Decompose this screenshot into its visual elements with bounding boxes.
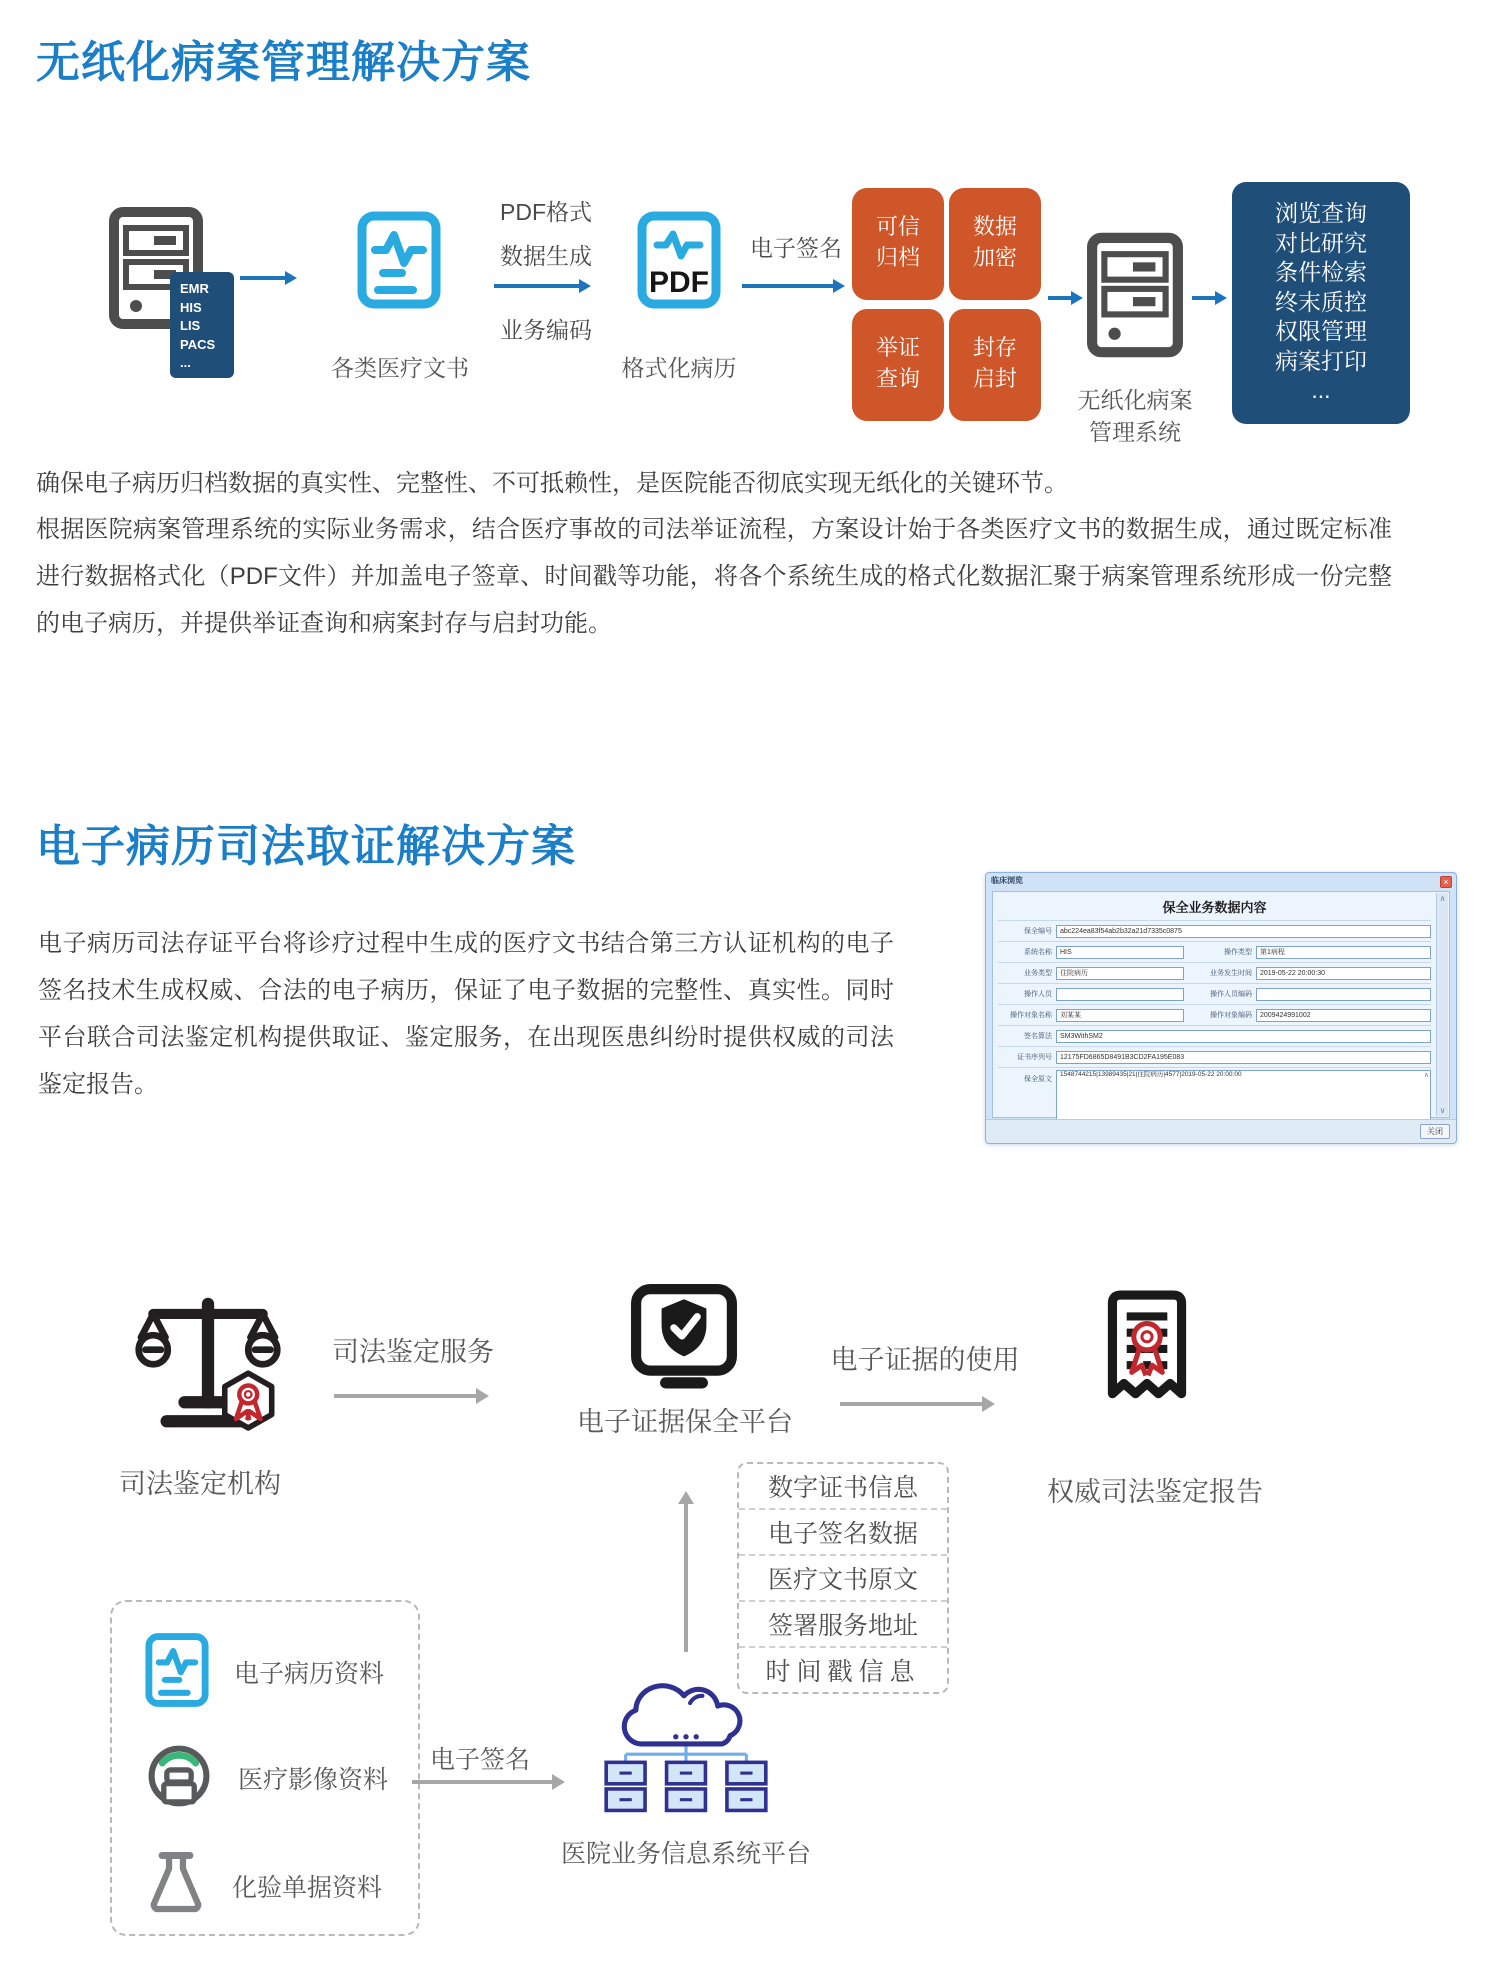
feature-item: 病案打印	[1275, 347, 1367, 374]
shield-monitor-icon	[630, 1284, 738, 1395]
stack-item: 医疗文书原文	[739, 1554, 947, 1600]
field-label: 保全原文	[1024, 1076, 1052, 1083]
feature-line: 启封	[972, 366, 1017, 391]
dialog-footer	[986, 1119, 1456, 1143]
object-code-field[interactable]: 2009424991002	[1256, 1009, 1431, 1022]
feature-item: 浏览查询	[1275, 200, 1367, 226]
sign-algorithm-field[interactable]: SM3WithSM2	[1056, 1030, 1431, 1043]
operator-field[interactable]	[1056, 988, 1184, 1001]
emr-line: HIS	[180, 299, 202, 315]
field-label: 操作人员	[1024, 991, 1052, 998]
report-label: 权威司法鉴定报告	[1047, 1477, 1263, 1507]
feature-line: 查询	[875, 366, 920, 391]
operation-type-field[interactable]: 第1病程	[1256, 946, 1431, 959]
emr-line: LIS	[180, 318, 201, 333]
feature-item: 权限管理	[1275, 318, 1367, 344]
field-label: 操作人员编码	[1210, 991, 1252, 998]
field-label: 系统名称	[1024, 949, 1052, 956]
feature-box-seal	[949, 309, 1041, 421]
gen-label-2: 数据生成	[500, 243, 592, 269]
original-text-value: 1548744215|13989435|21|住院病历|4577|2019-05-22 20:00:00	[1060, 1071, 1242, 1078]
object-name-field[interactable]: 刘某某	[1056, 1009, 1184, 1022]
feature-item: 对比研究	[1275, 229, 1367, 256]
medical-imaging-icon	[144, 1740, 214, 1817]
feature-line: 数据	[972, 214, 1017, 239]
dialog-scrollbar[interactable]	[1436, 893, 1448, 1116]
dialog-header: 保全业务数据内容	[1162, 900, 1267, 915]
cert-serial-field[interactable]: 12175FD6865D8491B3CD2FA195E083	[1056, 1051, 1431, 1064]
server-icon	[1086, 224, 1184, 371]
org-label: 司法鉴定机构	[119, 1469, 281, 1499]
form-row	[998, 941, 1431, 962]
cloud-network-icon	[598, 1680, 774, 1819]
field-label: 操作对象编码	[1210, 1012, 1252, 1019]
form-row	[998, 1046, 1431, 1067]
flow-arrow-icon	[742, 284, 840, 288]
section1-title: 无纸化病案管理解决方案	[36, 38, 531, 87]
dialog-body	[992, 891, 1450, 1118]
section2-title: 电子病历司法取证解决方案	[36, 822, 576, 871]
form-row	[998, 920, 1431, 941]
material-row-emr	[144, 1630, 384, 1714]
server2-caption-2: 管理系统	[1089, 419, 1181, 445]
system-name-field[interactable]: HIS	[1056, 946, 1184, 959]
hospital-platform-label: 医院业务信息系统平台	[560, 1840, 811, 1868]
feature-item: ...	[1311, 377, 1331, 403]
material-label: 化验单据资料	[232, 1874, 383, 1902]
field-label: 签名算法	[1024, 1033, 1052, 1040]
flow-arrow-icon	[1048, 296, 1078, 300]
business-type-field[interactable]: 住院病历	[1056, 967, 1184, 980]
form-row	[998, 962, 1431, 983]
feature-line: 封存	[972, 335, 1017, 360]
feature-box-archive	[852, 188, 944, 300]
evidence-data-stack	[737, 1462, 949, 1694]
close-icon[interactable]: ×	[1440, 876, 1452, 888]
stack-item: 签署服务地址	[739, 1600, 947, 1646]
emr-line: PACS	[180, 336, 216, 352]
gen-label-3: 业务编码	[500, 317, 592, 343]
stack-item: 数字证书信息	[767, 1474, 918, 1502]
lab-flask-icon	[144, 1849, 208, 1924]
stack-item: 电子签名数据	[739, 1508, 947, 1554]
material-label: 医疗影像资料	[238, 1766, 389, 1794]
form-row	[998, 983, 1431, 1004]
material-row-lab	[144, 1844, 382, 1928]
usage-label: 电子证据的使用	[830, 1345, 1020, 1375]
feature-item: 条件检索	[1275, 259, 1367, 285]
flow-arrow-icon	[494, 284, 586, 288]
source-caption: 各类医疗文书	[331, 355, 469, 381]
feature-line: 举证	[875, 335, 920, 360]
dialog-titlebar: 临床浏览	[991, 876, 1023, 885]
preservation-dialog	[985, 872, 1457, 1144]
server2-caption-1: 无纸化病案	[1077, 387, 1193, 413]
feature-list-box	[1232, 182, 1410, 424]
stack-item: 时间戳信息	[739, 1646, 947, 1692]
field-label: 业务类型	[1024, 970, 1052, 977]
field-label: 操作对象名称	[1010, 1012, 1052, 1019]
medical-document-icon	[144, 1632, 210, 1713]
service-label: 司法鉴定服务	[332, 1337, 494, 1367]
feature-box-encrypt	[949, 188, 1041, 300]
scroll-down-icon[interactable]: ∨	[1439, 1106, 1446, 1115]
up-arrow-icon	[684, 1496, 688, 1652]
section1-paragraph-2: 根据医院病案管理系统的实际业务需求，结合医疗事故的司法举证流程，方案设计始于各类医疗文书的数据生成，通过既定标准进行数据格式化（PDF文件）并加盖电子签章、时间戳等功能，将各个系统生成的格式化数据汇聚于病案管理系统形成一份完整的电子病历，并提供举证查询和病案封存与启封功能。	[36, 516, 1392, 637]
feature-line: 可信	[875, 214, 920, 239]
operator-code-field[interactable]	[1256, 988, 1431, 1001]
platform-label: 电子证据保全平台	[577, 1407, 793, 1437]
materials-box	[110, 1600, 420, 1936]
emr-line: EMR	[180, 281, 209, 296]
pdf-file-icon	[636, 210, 722, 315]
chevron-up-icon[interactable]: ∧	[1423, 1072, 1429, 1079]
flow-arrow-icon	[1192, 296, 1222, 300]
flow-arrow-icon	[334, 1394, 484, 1398]
business-time-field[interactable]: 2019-05-22 20:00:30	[1256, 967, 1431, 980]
form-row	[998, 1004, 1431, 1025]
esign2-label: 电子签名	[429, 1746, 530, 1774]
field-label: 操作类型	[1224, 949, 1252, 956]
form-row	[998, 1025, 1431, 1046]
field-label: 业务发生时间	[1210, 970, 1252, 977]
feature-item: 终末质控	[1275, 288, 1367, 315]
emr-systems-badge	[170, 272, 234, 378]
gen-label-1: PDF格式	[500, 199, 592, 225]
pdf-caption: 格式化病历	[621, 355, 737, 381]
esign-label: 电子签名	[750, 235, 842, 261]
flow-arrow-icon	[840, 1402, 990, 1406]
medical-document-icon	[356, 210, 442, 315]
svg-text:PDF: PDF	[649, 266, 709, 299]
flow-arrow-icon	[240, 276, 292, 280]
section2-paragraph: 电子病历司法存证平台将诊疗过程中生成的医疗文书结合第三方认证机构的电子签名技术生成权威、合法的电子病历，保证了电子数据的完整性、真实性。同时平台联合司法鉴定机构提供取证、鉴定服务，在出现医患纠纷时提供权威的司法鉴定报告。	[38, 930, 894, 1098]
flow-arrow-icon	[412, 1780, 560, 1784]
certificate-report-icon	[1102, 1290, 1192, 1419]
feature-line: 归档	[875, 245, 920, 270]
feature-box-evidence	[852, 309, 944, 421]
scroll-up-icon[interactable]: ∧	[1439, 894, 1446, 903]
feature-line: 加密	[972, 245, 1017, 270]
section1-paragraph-1: 确保电子病历归档数据的真实性、完整性、不可抵赖性，是医院能否彻底实现无纸化的关键环节。	[36, 470, 1068, 497]
field-label: 保全编号	[1024, 928, 1052, 935]
preservation-id-field[interactable]: abc224ea83f54ab2b32a21d7335c0875	[1056, 925, 1431, 938]
close-button[interactable]: 关闭	[1420, 1124, 1450, 1139]
justice-scales-icon	[132, 1286, 284, 1443]
material-row-imaging	[144, 1736, 388, 1820]
emr-line: ...	[180, 355, 191, 370]
material-label: 电子病历资料	[234, 1660, 385, 1688]
field-label: 证书序列号	[1017, 1054, 1052, 1061]
